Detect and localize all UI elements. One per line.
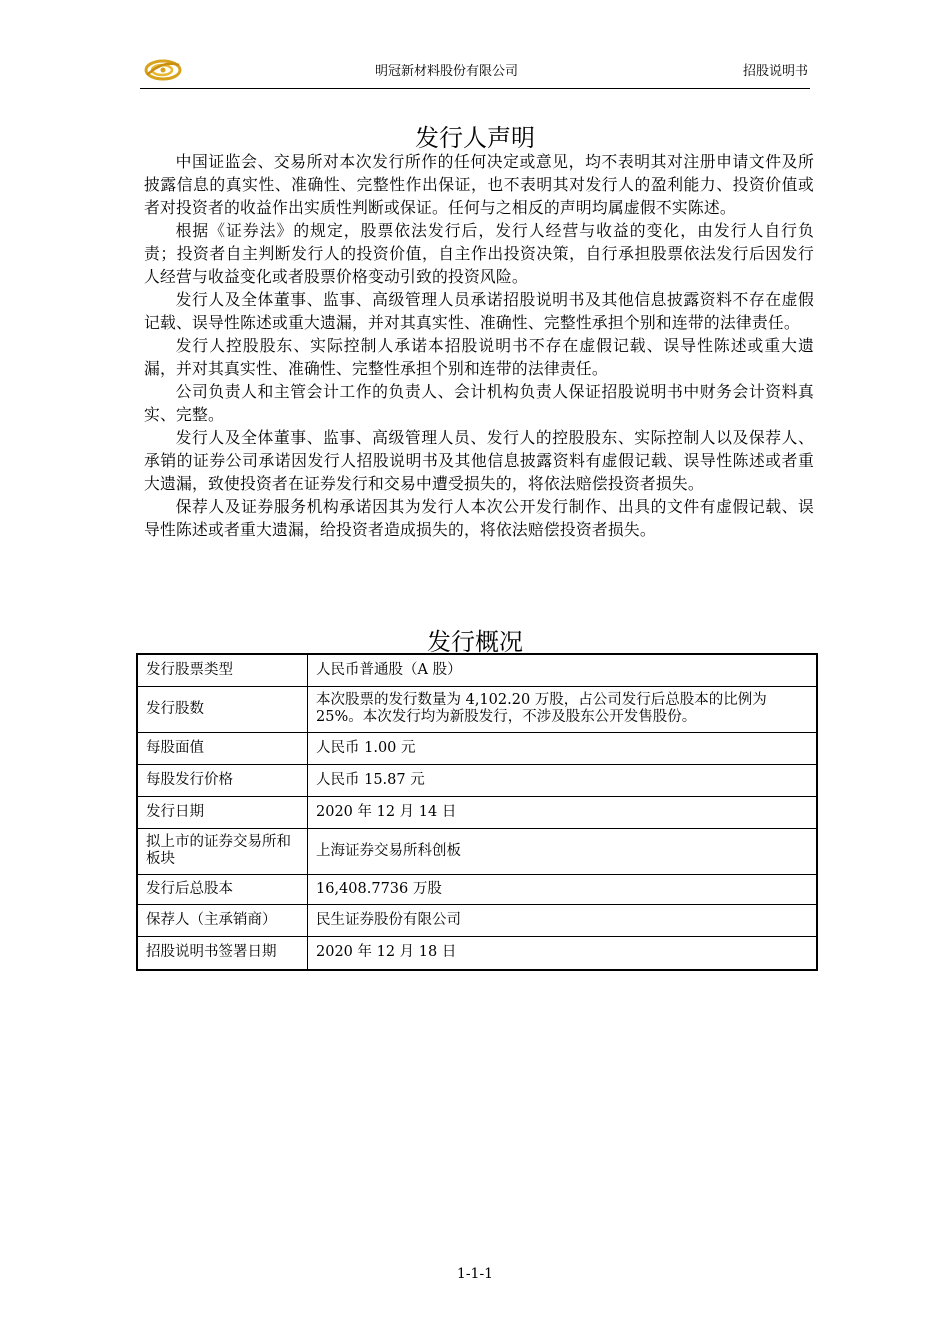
declaration-body: [144, 150, 814, 541]
table-row: [137, 686, 817, 732]
declaration-paragraph: 公司负责人和主管会计工作的负责人、会计机构负责人保证招股说明书中财务会计资料真实、完整。: [144, 382, 814, 424]
page-header: [140, 52, 810, 89]
row-label: 发行日期: [137, 796, 308, 828]
table-row: [137, 796, 817, 828]
row-label: 每股面值: [137, 732, 308, 764]
page-number: 1-1-1: [456, 1266, 494, 1282]
company-name: 明冠新材料股份有限公司: [375, 64, 519, 79]
company-logo-icon: [143, 55, 183, 85]
declaration-paragraph: 发行人及全体董事、监事、高级管理人员承诺招股说明书及其他信息披露资料不存在虚假记载、误导性陈述或重大遗漏，并对其真实性、准确性、完整性承担个别和连带的法律责任。: [144, 290, 814, 332]
row-label: 发行股票类型: [137, 654, 308, 686]
declaration-paragraph: 中国证监会、交易所对本次发行所作的任何决定或意见，均不表明其对注册申请文件及所披露信息的真实性、准确性、完整性作出保证，也不表明其对发行人的盈利能力、投资价值或者对投资者的收益作出实质性判断或保证。任何与之相反的声明均属虚假不实陈述。: [144, 152, 814, 217]
document-type: 招股说明书: [742, 64, 808, 79]
table-row: [137, 904, 817, 936]
row-value: 上海证券交易所科创板: [308, 828, 818, 874]
declaration-paragraph: 根据《证券法》的规定，股票依法发行后，发行人经营与收益的变化，由发行人自行负责；投资者自主判断发行人的投资价值，自主作出投资决策，自行承担股票依法发行后因发行人经营与收益变化或者股票价格变动引致的投资风险。: [144, 221, 814, 286]
row-value: 2020 年 12 月 18 日: [308, 936, 818, 970]
row-value: 人民币 15.87 元: [308, 764, 818, 796]
row-value: 人民币 1.00 元: [308, 732, 818, 764]
row-value: 2020 年 12 月 14 日: [308, 796, 818, 828]
declaration-paragraph: 发行人及全体董事、监事、高级管理人员、发行人的控股股东、实际控制人以及保荐人、承销的证券公司承诺因发行人招股说明书及其他信息披露资料有虚假记载、误导性陈述或者重大遗漏，致使投资者在证券发行和交易中遭受损失的，将依法赔偿投资者损失。: [144, 428, 814, 493]
row-label: 招股说明书签署日期: [137, 936, 308, 970]
table-row: [137, 654, 817, 686]
row-label: 发行后总股本: [137, 874, 308, 904]
table-row: [137, 732, 817, 764]
row-label: 保荐人（主承销商）: [137, 904, 308, 936]
summary-title: 发行概况: [427, 628, 523, 656]
row-label: 拟上市的证券交易所和板块: [137, 828, 308, 874]
table-row: [137, 936, 817, 970]
row-value: 民生证券股份有限公司: [308, 904, 818, 936]
row-label: 发行股数: [137, 686, 308, 732]
row-label: 每股发行价格: [137, 764, 308, 796]
declaration-title: 发行人声明: [415, 124, 535, 152]
row-value: 本次股票的发行数量为 4,102.20 万股，占公司发行后总股本的比例为 25%。本次发行均为新股发行，不涉及股东公开发售股份。: [308, 686, 818, 732]
row-value: 16,408.7736 万股: [308, 874, 818, 904]
table-row: [137, 764, 817, 796]
declaration-paragraph: 发行人控股股东、实际控制人承诺本招股说明书不存在虚假记载、误导性陈述或重大遗漏，并对其真实性、准确性、完整性承担个别和连带的法律责任。: [144, 336, 814, 378]
declaration-paragraph: 保荐人及证券服务机构承诺因其为发行人本次公开发行制作、出具的文件有虚假记载、误导性陈述或者重大遗漏，给投资者造成损失的，将依法赔偿投资者损失。: [144, 497, 814, 539]
row-value: 人民币普通股（A 股）: [308, 654, 818, 686]
offering-summary-table: [136, 653, 818, 971]
table-row: [137, 828, 817, 874]
table-row: [137, 874, 817, 904]
